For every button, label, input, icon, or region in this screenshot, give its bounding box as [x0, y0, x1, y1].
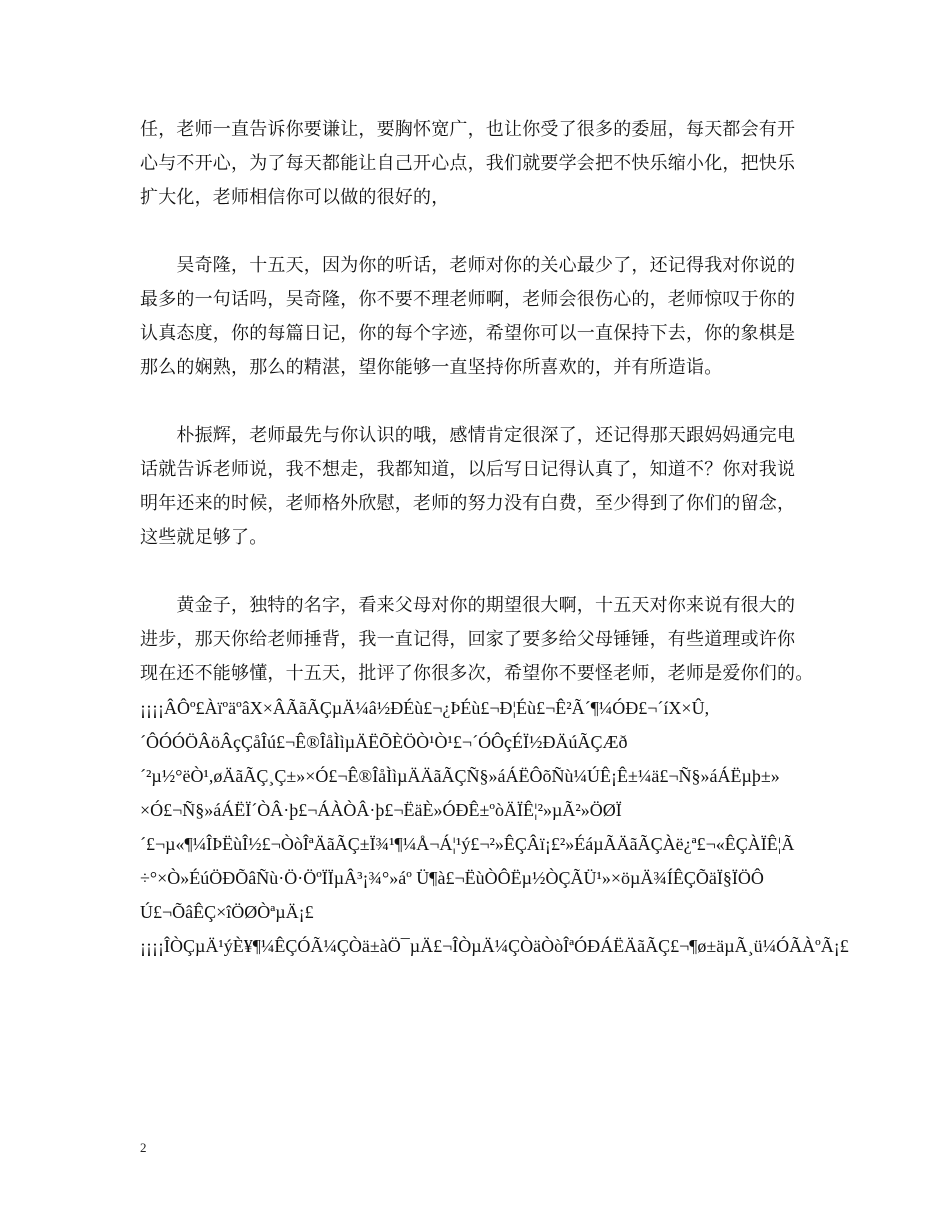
garbled-line: ´ÔÓÓÖÂöÂçÇåÎú£¬Ê®ÎåÌìµÄËÕÈÖÒ¹Ò¹£¬´ÓÔçÉÏ½ÐÄúÃÇÆð	[140, 732, 628, 752]
page-number: 2	[140, 1140, 147, 1155]
garbled-line: ¡¡¡¡ÂÔº£ÀïºäºâX×ÂÃãÃÇµÄ¼â½ÐÉù£¬¿ÞÉù£¬Ð¦Éù£¬Ê²Ã´¶¼ÓÐ£¬´íX×Û,	[140, 698, 710, 718]
text-line: 任，老师一直告诉你要谦让，要胸怀宽广，也让你受了很多的委屈，每天都会有开	[140, 119, 796, 140]
text-line: 那么的娴熟，那么的精湛，望你能够一直坚持你所喜欢的，并有所造诣。	[140, 357, 723, 378]
text-line: 认真态度，你的每篇日记，你的每个字迹，希望你可以一直保持下去，你的象棋是	[140, 323, 796, 344]
garbled-line: ¡¡¡¡ÎÒÇµÄ¹ýÈ¥¶¼ÊÇÓÃ¼ÇÒä±àÖ¯µÄ£¬ÎÒµÄ¼ÇÒäÒòÎªÓÐÁËÄãÃÇ£¬¶ø±äµÃ¸ü¼ÓÃÀºÃ¡£	[140, 936, 849, 956]
paragraph-1	[140, 113, 820, 215]
garbled-text-block	[140, 691, 849, 963]
text-line: 朴振辉，老师最先与你认识的哦，感情肯定很深了，还记得那天跟妈妈通完电	[140, 425, 796, 446]
text-line: 扩大化，老师相信你可以做的很好的，	[140, 187, 450, 208]
garbled-line: ×Ó£¬Ñ§»áÁËÏ´ÒÂ·þ£¬ÁÀÒÂ·þ£¬ËäÈ»ÓÐÊ±ºòÄÏÊ¦²»µÃ²»ÖØÏ	[140, 800, 622, 820]
garbled-line: ´£¬µ«¶¼ÎÞËùÎ½£¬ÒòÎªÄãÃÇ±Ï¾¹¶¼Å¬Á¦¹ý£¬²»ÊÇÂï¡£²»ÉáµÃÄãÃÇÀë¿ª£¬«ÊÇÀÏÊ¦Ã	[140, 834, 795, 854]
text-line: 进步，那天你给老师捶背，我一直记得，回家了要多给父母锤锤，有些道理或许你	[140, 629, 796, 650]
garbled-line: Ú£¬ÕâÊÇ×îÖØÒªµÄ¡£	[140, 902, 314, 922]
text-line: 明年还来的时候，老师格外欣慰，老师的努力没有白费，至少得到了你们的留念，	[140, 493, 796, 514]
text-line: 吴奇隆，十五天，因为你的听话，老师对你的关心最少了，还记得我对你说的	[140, 255, 796, 276]
text-line: 最多的一句话吗，吴奇隆，你不要不理老师啊，老师会很伤心的，老师惊叹于你的	[140, 289, 796, 310]
text-line: 这些就足够了。	[140, 527, 268, 548]
text-line: 心与不开心，为了每天都能让自己开心点，我们就要学会把不快乐缩小化，把快乐	[140, 153, 796, 174]
garbled-line: ´²µ½°ëÒ¹,øÄãÃÇ¸Ç±»×Ó£¬Ê®ÎåÌìµÄÄãÃÇÑ§»áÁËÔõÑù¼ÚÊ¡Ê±¼ä£¬Ñ§»áÁËµþ±»	[140, 766, 780, 786]
text-line: 黄金子，独特的名字，看来父母对你的期望很大啊，十五天对你来说有很大的	[140, 595, 796, 616]
paragraph-2	[140, 249, 820, 385]
text-line: 话就告诉老师说，我不想走，我都知道，以后写日记得认真了，知道不？你对我说	[140, 459, 796, 480]
paragraph-3	[140, 419, 820, 555]
text-line: 现在还不能够懂，十五天，批评了你很多次，希望你不要怪老师，老师是爱你们的。	[140, 663, 814, 684]
paragraph-4	[140, 589, 820, 691]
garbled-line: ÷°×Ò»ÉúÖÐÕâÑù·Ö·ÖºÏÏµÂ³¡¾°»áº Ü¶à£¬ËùÒÔËµ½ÒÇÃÜ¹»×öµÄ¾ÍÊÇÕäÏ§ÏÖÔ	[140, 868, 764, 888]
